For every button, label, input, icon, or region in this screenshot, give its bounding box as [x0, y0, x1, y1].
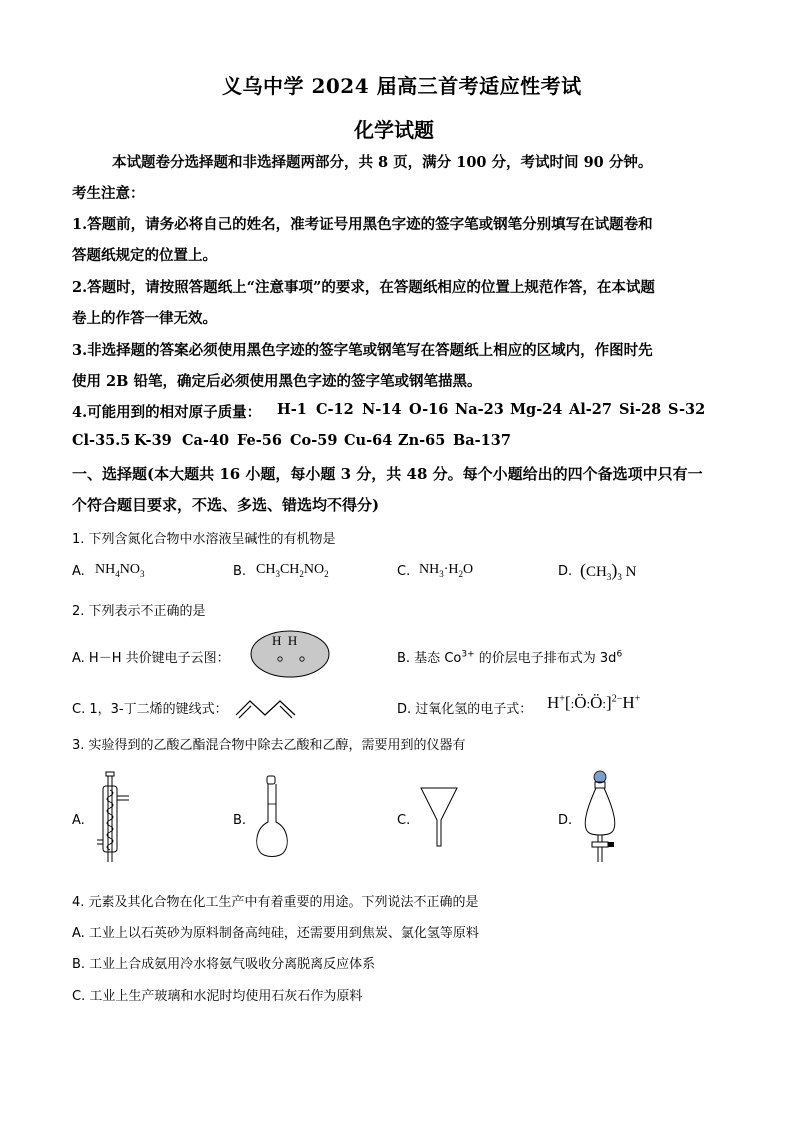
volumetric-flask-icon	[252, 776, 292, 862]
notice-heading: 考生注意：	[72, 185, 145, 202]
condenser-icon	[97, 772, 137, 867]
notice-3-line2: 使用 2B 铅笔，确定后必须使用黑色字迹的签字笔或钢笔描黑。	[72, 373, 482, 390]
atomic-mass-n: N-14	[362, 401, 402, 418]
q2-option-a: A. H－H 共价键电子云图：	[72, 651, 230, 666]
q1-option-c-label: C.	[397, 564, 411, 579]
q1-option-d-label: D.	[558, 564, 573, 579]
notice-3-line1: 3.非选择题的答案必须使用黑色字迹的签字笔或钢笔写在答题纸上相应的区域内，作图时先	[72, 342, 653, 359]
q3-option-c-label: C.	[397, 813, 411, 828]
q2-option-b	[397, 647, 622, 666]
q3-option-d-label: D.	[558, 813, 573, 828]
atomic-mass-cu: Cu-64	[344, 432, 393, 449]
q4-option-b: B. 工业上合成氨用冷水将氨气吸收分离脱离反应体系	[72, 957, 376, 972]
q4-option-c: C. 工业上生产玻璃和水泥时均使用石灰石作为原料	[72, 989, 363, 1004]
q2-option-c: C. 1，3-丁二烯的键线式：	[72, 702, 228, 717]
notice-1-line1: 1.答题前，请务必将自己的姓名，准考证号用黑色字迹的签字笔或钢笔分别填写在试题卷和	[72, 216, 653, 233]
section1-line1: 一、选择题(本大题共 16 小题，每小题 3 分，共 48 分。每个小题给出的四个备选项中只有一	[72, 465, 703, 483]
atomic-mass-na: Na-23	[455, 401, 504, 418]
q2-option-b-rest: 的价层电子排布式为 3d	[474, 651, 617, 666]
q2-option-b-exponent: 6	[616, 649, 623, 660]
atomic-mass-al: Al-27	[569, 401, 612, 418]
notice-4-prefix: 4.可能用到的相对原子质量：	[72, 404, 262, 421]
atomic-mass-ba: Ba-137	[453, 432, 511, 449]
butadiene-skeletal-formula	[235, 693, 297, 719]
atomic-mass-k: K-39	[134, 432, 172, 449]
section1-line2: 个符合题目要求，不选、多选、错选均不得分)	[72, 496, 380, 514]
q2-option-b-text: B. 基态 Co	[397, 651, 462, 666]
atomic-mass-zn: Zn-65	[398, 432, 446, 449]
q1-option-d-formula: $(CH_3)_3$ N	[580, 560, 637, 582]
atomic-mass-co: Co-59	[290, 432, 338, 449]
q2-stem: 2. 下列表示不正确的是	[72, 604, 206, 619]
intro-text: 本试题卷分选择题和非选择题两部分，共 8 页，满分 100 分，考试时间 90 分钟。	[112, 154, 653, 171]
q1-option-a-label: A.	[72, 564, 85, 579]
exam-title: 义乌中学 2024 届高三首考适应性考试	[222, 74, 582, 98]
atomic-mass-mg: Mg-24	[510, 401, 563, 418]
q4-option-a: A. 工业上以石英砂为原料制备高纯硅，还需要用到焦炭、氯化氢等原料	[72, 926, 479, 941]
atomic-mass-fe: Fe-56	[237, 432, 282, 449]
funnel-icon	[419, 786, 459, 848]
atomic-mass-ca: Ca-40	[182, 432, 230, 449]
q1-option-b-formula: $CH_3CH_2NO_2$	[256, 562, 329, 579]
h2o2-electron-formula: H+[:Ö:Ö:]$^{2-}$H+	[547, 693, 641, 712]
q1-option-a-formula: $NH_4NO_3$	[95, 562, 145, 579]
q1-option-c-formula: $NH_3\cdot H_2O$	[419, 562, 474, 579]
q3-option-b-label: B.	[233, 813, 247, 828]
atomic-mass-h: H-1	[277, 401, 307, 418]
notice-2-line2: 卷上的作答一律无效。	[72, 310, 217, 327]
q4-stem: 4. 元素及其化合物在化工生产中有着重要的用途。下列说法不正确的是	[72, 895, 479, 910]
q1-option-b-label: B.	[233, 564, 247, 579]
q3-stem: 3. 实验得到的乙酸乙酯混合物中除去乙酸和乙醇，需要用到的仪器有	[72, 738, 466, 753]
q2-option-d: D. 过氧化氢的电子式：	[397, 702, 533, 717]
q1-stem: 1. 下列含氮化合物中水溶液呈碱性的有机物是	[72, 532, 336, 547]
atomic-mass-o: O-16	[409, 401, 449, 418]
separatory-funnel-icon	[578, 770, 628, 866]
atomic-mass-s: S-32	[668, 401, 706, 418]
exam-subtitle: 化学试题	[354, 118, 434, 142]
atomic-mass-cl: Cl-35.5	[72, 432, 131, 449]
q2-option-b-charge: 3+	[461, 649, 475, 660]
notice-1-line2: 答题纸规定的位置上。	[72, 247, 217, 264]
atomic-mass-c: C-12	[316, 401, 354, 418]
notice-2-line1: 2.答题时，请按照答题纸上“注意事项”的要求，在答题纸相应的位置上规范作答，在本试题	[72, 279, 655, 296]
atomic-mass-si: Si-28	[619, 401, 662, 418]
electron-cloud-h-labels: H H	[272, 633, 298, 648]
q3-option-a-label: A.	[72, 813, 85, 828]
